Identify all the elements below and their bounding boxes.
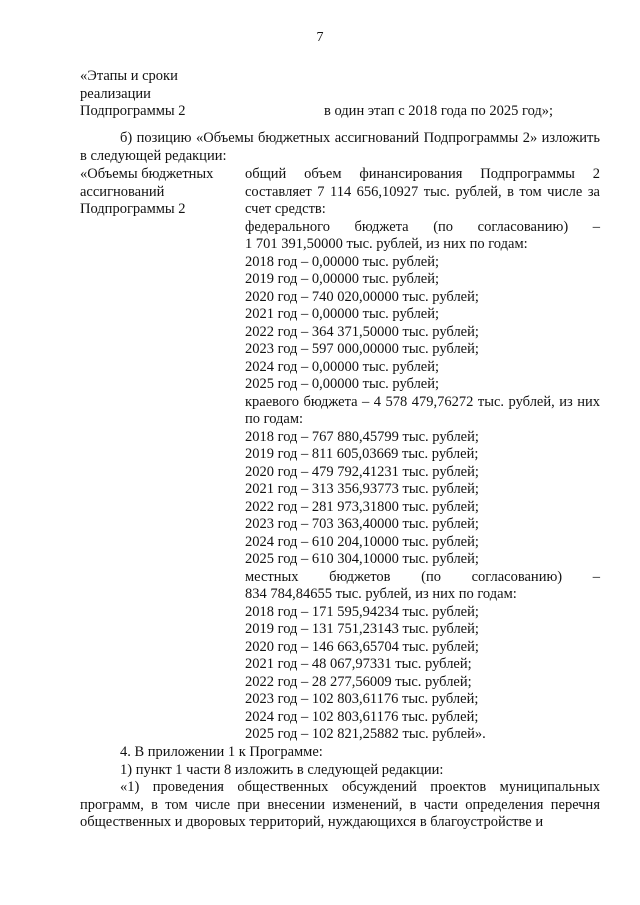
federal-year: 2023 год – 597 000,00000 тыс. рублей; bbox=[245, 341, 479, 357]
stages-label-line: Подпрограммы 2 bbox=[80, 103, 186, 119]
volumes-label bbox=[80, 166, 240, 219]
stages-row bbox=[80, 68, 600, 121]
item-4-heading: 4. В приложении 1 к Программе: bbox=[120, 744, 323, 760]
regional-year: 2024 год – 610 204,10000 тыс. рублей; bbox=[245, 533, 479, 550]
federal-year: 2018 год – 0,00000 тыс. рублей; bbox=[245, 253, 440, 270]
local-year: 2024 год – 102 803,61176 тыс. рублей; bbox=[245, 708, 479, 725]
page-number: 7 bbox=[316, 30, 324, 45]
stages-label-line: «Этапы и сроки bbox=[80, 68, 178, 84]
volumes-label-line: ассигнований bbox=[80, 183, 165, 200]
item-4-text: «1) проведения общественных обсуждений проектов муниципальных программ, в том числе при внесении изменений, в части определения перечня общественных и дворовых территорий, нуждающихся в благоустройстве и bbox=[80, 779, 600, 830]
local-total: 834 784,84655 тыс. рублей, из них по годам: bbox=[245, 586, 517, 602]
federal-year: 2022 год – 364 371,50000 тыс. рублей; bbox=[245, 323, 479, 340]
local-year: 2021 год – 48 067,97331 тыс. рублей; bbox=[245, 656, 472, 672]
federal-year: 2021 год – 0,00000 тыс. рублей; bbox=[245, 306, 440, 322]
local-heading: местных бюджетов (по согласованию) – bbox=[245, 568, 600, 585]
local-year: 2019 год – 131 751,23143 тыс. рублей; bbox=[245, 621, 479, 637]
regional-year: 2019 год – 811 605,03669 тыс. рублей; bbox=[245, 446, 479, 462]
volumes-label-line: Подпрограммы 2 bbox=[80, 201, 186, 217]
regional-year: 2025 год – 610 304,10000 тыс. рублей; bbox=[245, 551, 479, 567]
federal-year: 2025 год – 0,00000 тыс. рублей; bbox=[245, 376, 440, 392]
item-4-1: 1) пункт 1 части 8 изложить в следующей редакции: bbox=[120, 761, 444, 778]
regional-year: 2023 год – 703 363,40000 тыс. рублей; bbox=[245, 516, 479, 532]
local-year: 2018 год – 171 595,94234 тыс. рублей; bbox=[245, 603, 479, 620]
regional-year: 2018 год – 767 880,45799 тыс. рублей; bbox=[245, 428, 479, 445]
federal-year: 2019 год – 0,00000 тыс. рублей; bbox=[245, 271, 440, 287]
volumes-label-line: «Объемы бюджетных bbox=[80, 166, 214, 182]
stages-label-line: реализации bbox=[80, 85, 151, 102]
appendix-section bbox=[80, 744, 600, 832]
stages-value: в один этап с 2018 года по 2025 год»; bbox=[324, 103, 554, 119]
federal-heading: федерального бюджета (по согласованию) – bbox=[245, 218, 600, 235]
local-year: 2023 год – 102 803,61176 тыс. рублей; bbox=[245, 691, 479, 707]
local-year: 2025 год – 102 821,25882 тыс. рублей». bbox=[245, 726, 486, 742]
federal-total: 1 701 391,50000 тыс. рублей, из них по годам: bbox=[245, 236, 528, 252]
regional-heading: краевого бюджета – 4 578 479,76272 тыс. рублей, из них по годам: bbox=[245, 393, 600, 427]
paragraph-b: б) позицию «Объемы бюджетных ассигнований Подпрограммы 2» изложить в следующей редакции: bbox=[80, 130, 600, 164]
federal-year: 2024 год – 0,00000 тыс. рублей; bbox=[245, 358, 440, 375]
volumes-intro: общий объем финансирования Подпрограммы 2 составляет 7 114 656,10927 тыс. рублей, в том числе за счет средств: bbox=[245, 166, 600, 217]
volumes-value bbox=[245, 166, 600, 744]
local-year: 2022 год – 28 277,56009 тыс. рублей; bbox=[245, 673, 472, 690]
regional-year: 2022 год – 281 973,31800 тыс. рублей; bbox=[245, 498, 479, 515]
local-year: 2020 год – 146 663,65704 тыс. рублей; bbox=[245, 638, 479, 655]
regional-year: 2021 год – 313 356,93773 тыс. рублей; bbox=[245, 481, 479, 497]
regional-year: 2020 год – 479 792,41231 тыс. рублей; bbox=[245, 463, 479, 480]
federal-year: 2020 год – 740 020,00000 тыс. рублей; bbox=[245, 288, 479, 305]
